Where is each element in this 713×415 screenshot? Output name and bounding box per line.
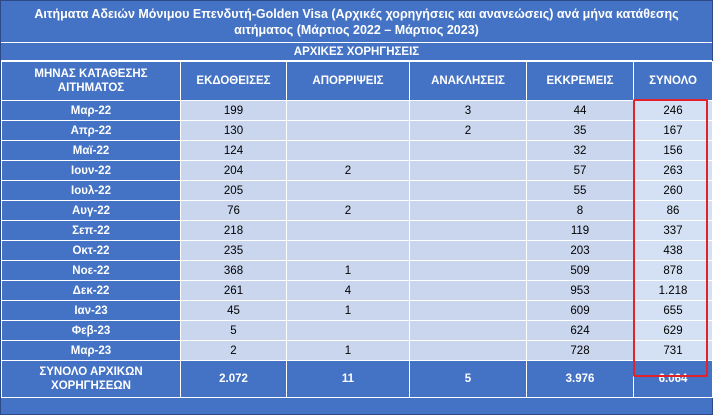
totals-issued: 2.072 — [181, 361, 287, 398]
table-row — [2, 201, 713, 221]
cell-revoked: 3 — [410, 101, 527, 121]
cell-revoked — [410, 341, 527, 361]
cell-revoked: 2 — [410, 121, 527, 141]
cell-month: Μαρ-22 — [2, 101, 181, 121]
cell-total: 156 — [634, 141, 713, 161]
cell-rejected: 1 — [287, 261, 410, 281]
cell-total: 86 — [634, 201, 713, 221]
cell-pending: 728 — [527, 341, 634, 361]
cell-month: Ιαν-23 — [2, 301, 181, 321]
cell-revoked — [410, 161, 527, 181]
cell-issued: 45 — [181, 301, 287, 321]
cell-total: 731 — [634, 341, 713, 361]
cell-total: 260 — [634, 181, 713, 201]
cell-month: Απρ-22 — [2, 121, 181, 141]
section-label: ΑΡΧΙΚΕΣ ΧΟΡΗΓΗΣΕΙΣ — [1, 43, 712, 61]
table-row — [2, 141, 713, 161]
header-total: ΣΥΝΟΛΟ — [634, 62, 713, 101]
cell-rejected: 1 — [287, 341, 410, 361]
cell-rejected — [287, 321, 410, 341]
cell-issued: 204 — [181, 161, 287, 181]
table-title-line-2: αιτήματος (Μάρτιος 2022 – Μάρτιος 2023) — [234, 22, 479, 37]
cell-rejected — [287, 101, 410, 121]
cell-pending: 32 — [527, 141, 634, 161]
header-issued: ΕΚΔΟΘΕΙΣΕΣ — [181, 62, 287, 101]
cell-revoked — [410, 201, 527, 221]
cell-pending: 35 — [527, 121, 634, 141]
table-row — [2, 101, 713, 121]
cell-issued: 218 — [181, 221, 287, 241]
cell-pending: 609 — [527, 301, 634, 321]
cell-total: 655 — [634, 301, 713, 321]
header-row — [2, 62, 713, 101]
table-row — [2, 341, 713, 361]
cell-rejected — [287, 241, 410, 261]
table-row — [2, 181, 713, 201]
cell-rejected — [287, 121, 410, 141]
cell-revoked — [410, 141, 527, 161]
applications-table — [1, 61, 713, 398]
totals-grand-total: 6.064 — [634, 361, 713, 398]
cell-pending: 55 — [527, 181, 634, 201]
table-title — [1, 1, 712, 43]
cell-revoked — [410, 281, 527, 301]
header-month: ΜΗΝΑΣ ΚΑΤΑΘΕΣΗΣ ΑΙΤΗΜΑΤΟΣ — [2, 62, 181, 101]
table-row — [2, 221, 713, 241]
cell-issued: 368 — [181, 261, 287, 281]
cell-rejected: 2 — [287, 201, 410, 221]
cell-rejected: 1 — [287, 301, 410, 321]
cell-pending: 509 — [527, 261, 634, 281]
cell-month: Νοε-22 — [2, 261, 181, 281]
cell-month: Αυγ-22 — [2, 201, 181, 221]
table-row — [2, 241, 713, 261]
cell-rejected — [287, 141, 410, 161]
table-title-line-1: Αιτήματα Αδειών Μόνιμου Επενδυτή-Golden Visa (Αρχικές χορηγήσεις και ανανεώσεις) ανά μήνα κατάθεσης — [34, 6, 679, 21]
header-revoked: ΑΝΑΚΛΗΣΕΙΣ — [410, 62, 527, 101]
totals-label: ΣΥΝΟΛΟ ΑΡΧΙΚΩΝ ΧΟΡΗΓΗΣΕΩΝ — [2, 361, 181, 398]
table-row — [2, 121, 713, 141]
cell-rejected — [287, 181, 410, 201]
cell-month: Φεβ-23 — [2, 321, 181, 341]
cell-pending: 44 — [527, 101, 634, 121]
cell-total: 438 — [634, 241, 713, 261]
header-rejected: ΑΠΟΡΡΙΨΕΙΣ — [287, 62, 410, 101]
table-row — [2, 261, 713, 281]
cell-rejected — [287, 221, 410, 241]
cell-month: Οκτ-22 — [2, 241, 181, 261]
cell-total: 246 — [634, 101, 713, 121]
cell-issued: 130 — [181, 121, 287, 141]
cell-total: 263 — [634, 161, 713, 181]
cell-pending: 624 — [527, 321, 634, 341]
totals-rejected: 11 — [287, 361, 410, 398]
cell-month: Ιουν-22 — [2, 161, 181, 181]
table-row — [2, 321, 713, 341]
cell-revoked — [410, 221, 527, 241]
cell-month: Μαϊ-22 — [2, 141, 181, 161]
totals-row — [2, 361, 713, 398]
table-row — [2, 161, 713, 181]
cell-total: 878 — [634, 261, 713, 281]
cell-month: Μαρ-23 — [2, 341, 181, 361]
cell-revoked — [410, 321, 527, 341]
cell-month: Δεκ-22 — [2, 281, 181, 301]
cell-pending: 203 — [527, 241, 634, 261]
cell-issued: 5 — [181, 321, 287, 341]
totals-revoked: 5 — [410, 361, 527, 398]
cell-revoked — [410, 301, 527, 321]
cell-issued: 124 — [181, 141, 287, 161]
cell-rejected: 2 — [287, 161, 410, 181]
cell-revoked — [410, 241, 527, 261]
cell-month: Σεπ-22 — [2, 221, 181, 241]
cell-total: 167 — [634, 121, 713, 141]
cell-pending: 953 — [527, 281, 634, 301]
cell-issued: 199 — [181, 101, 287, 121]
cell-rejected: 4 — [287, 281, 410, 301]
cell-month: Ιουλ-22 — [2, 181, 181, 201]
totals-pending: 3.976 — [527, 361, 634, 398]
cell-total: 337 — [634, 221, 713, 241]
cell-total: 629 — [634, 321, 713, 341]
table-row — [2, 301, 713, 321]
cell-revoked — [410, 261, 527, 281]
table-row — [2, 281, 713, 301]
cell-issued: 205 — [181, 181, 287, 201]
cell-issued: 2 — [181, 341, 287, 361]
cell-revoked — [410, 181, 527, 201]
cell-total: 1.218 — [634, 281, 713, 301]
header-pending: ΕΚΚΡΕΜΕΙΣ — [527, 62, 634, 101]
cell-pending: 119 — [527, 221, 634, 241]
cell-issued: 76 — [181, 201, 287, 221]
cell-issued: 261 — [181, 281, 287, 301]
cell-issued: 235 — [181, 241, 287, 261]
cell-pending: 57 — [527, 161, 634, 181]
cell-pending: 8 — [527, 201, 634, 221]
